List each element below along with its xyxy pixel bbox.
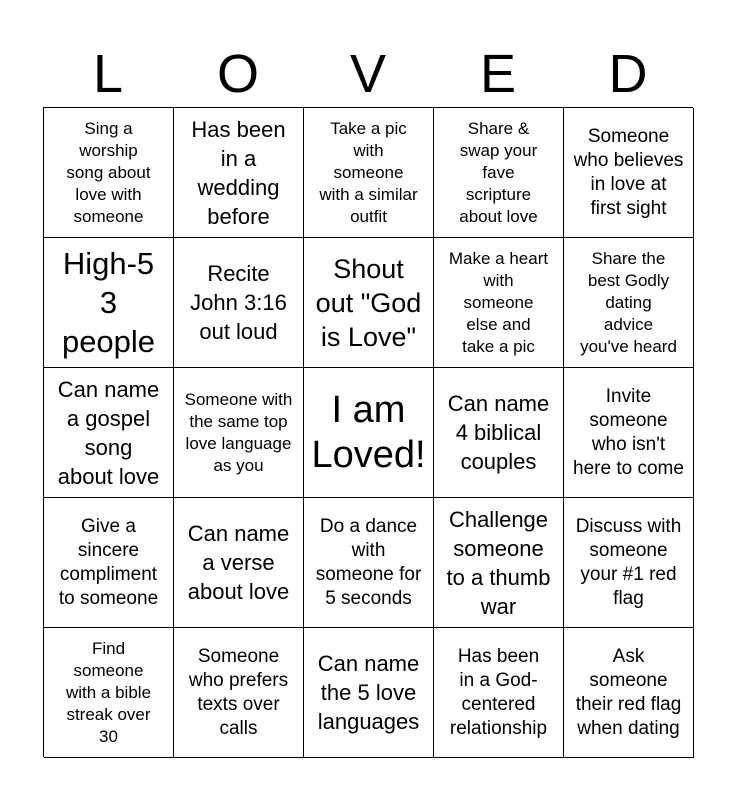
bingo-cell-r5-c3[interactable] [304,628,434,758]
header-letter-l: L [92,44,124,104]
bingo-cell-r1-c1[interactable] [44,108,174,238]
bingo-cell-text: Can name the 5 love languages [317,651,420,734]
bingo-cell-text: Can name a gospel song about love [57,376,160,489]
bingo-cell-text: Someone who prefers texts over calls [188,645,289,739]
bingo-cell-r4-c3[interactable] [304,498,434,628]
bingo-cell-r1-c3[interactable] [304,108,434,238]
bingo-cell-r3-c2[interactable] [174,368,304,498]
bingo-cell-text: High-5 3 people [61,246,156,359]
bingo-cell-text: Someone with the same top love language as you [184,389,293,475]
bingo-cell-r1-c4[interactable] [434,108,564,238]
bingo-cell-r2-c5[interactable] [564,238,694,368]
bingo-cell-text: Challenge someone to a thumb war [446,506,551,619]
bingo-cell-text: Has been in a God- centered relationship [449,645,548,739]
bingo-cell-r4-c4[interactable] [434,498,564,628]
bingo-cell-text: Can name 4 biblical couples [447,391,550,474]
bingo-cell-r2-c4[interactable] [434,238,564,368]
bingo-cell-text: Recite John 3:16 out loud [190,261,287,344]
bingo-board [43,107,693,757]
bingo-cell-text: Do a dance with someone for 5 seconds [315,515,422,609]
bingo-cell-text: Give a sincere compliment to someone [58,515,159,609]
bingo-cell-r5-c4[interactable] [434,628,564,758]
header-letter-v: V [349,44,387,104]
bingo-cell-r5-c2[interactable] [174,628,304,758]
bingo-cell-text: Shout out "God is Love" [315,253,422,352]
header-letter-d: D [608,44,648,104]
bingo-cell-text: Invite someone who isn't here to come [573,385,684,479]
bingo-cell-r1-c2[interactable] [174,108,304,238]
bingo-cell-text: Sing a worship song about love with someone [66,118,151,226]
bingo-cell-r3-c5[interactable] [564,368,694,498]
bingo-cell-r3-c3[interactable] [304,368,434,498]
bingo-cell-text: Make a heart with someone else and take a pic [448,248,549,356]
header-letter-e: E [479,44,517,104]
bingo-cell-text: Someone who believes in love at first sight [573,125,684,219]
bingo-header [43,40,693,108]
bingo-cell-r5-c5[interactable] [564,628,694,758]
bingo-cell-r2-c2[interactable] [174,238,304,368]
bingo-cell-text: Can name a verse about love [187,521,290,604]
bingo-cell-r3-c4[interactable] [434,368,564,498]
bingo-cell-text: Has been in a wedding before [191,116,286,229]
bingo-cell-r1-c5[interactable] [564,108,694,238]
bingo-cell-r4-c5[interactable] [564,498,694,628]
bingo-cell-r4-c2[interactable] [174,498,304,628]
bingo-cell-text: Discuss with someone your #1 red flag [575,515,682,609]
bingo-cell-text: Share the best Godly dating advice you've heard [580,248,677,356]
bingo-cell-text: Share & swap your fave scripture about love [459,118,538,226]
header-letter-o: O [216,44,259,104]
bingo-cell-r5-c1[interactable] [44,628,174,758]
bingo-cell-r2-c3[interactable] [304,238,434,368]
bingo-cell-text: Ask someone their red flag when dating [575,645,682,739]
bingo-cell-text: Take a pic with someone with a similar outfit [319,118,418,226]
bingo-cell-text: Find someone with a bible streak over 30 [65,638,152,746]
bingo-cell-r2-c1[interactable] [44,238,174,368]
bingo-cell-r3-c1[interactable] [44,368,174,498]
free-space-text: I am Loved! [311,388,426,476]
bingo-cell-r4-c1[interactable] [44,498,174,628]
